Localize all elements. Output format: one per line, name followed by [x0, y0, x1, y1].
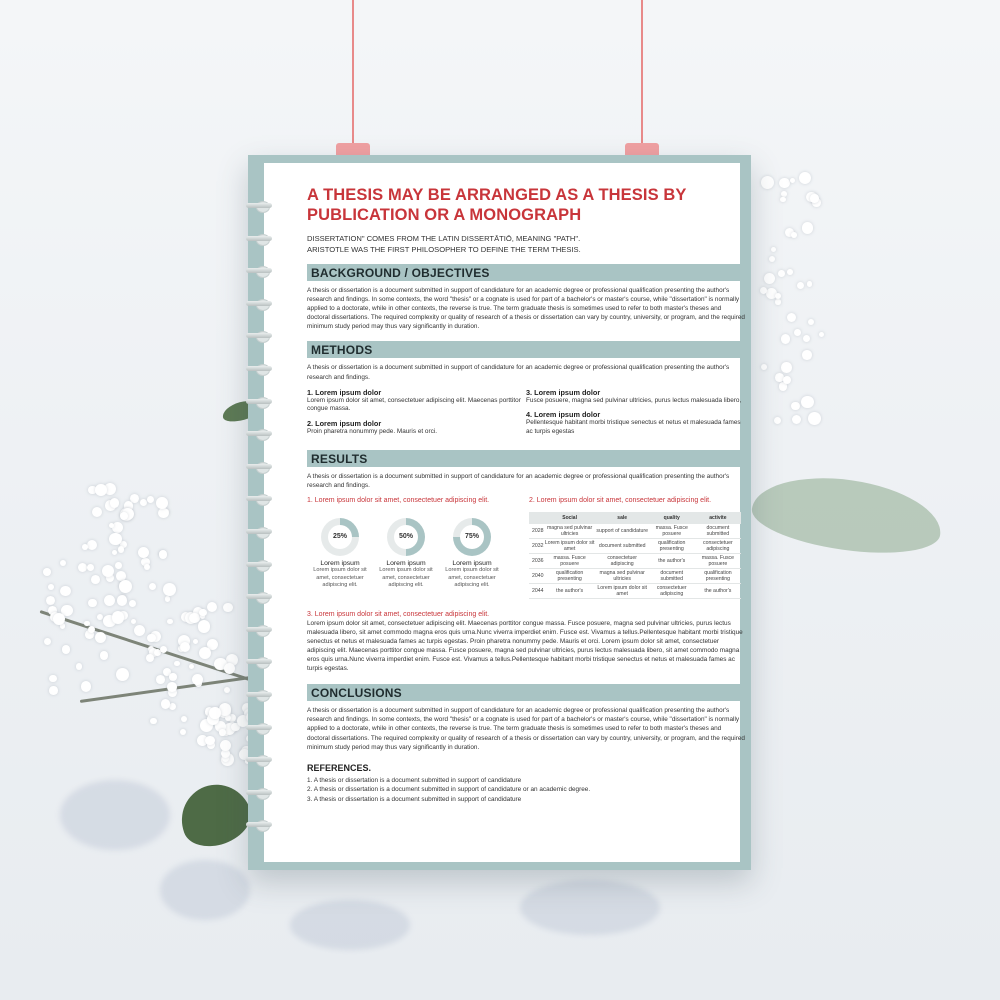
- table-cell: qualification presenting: [695, 569, 741, 584]
- blossom: [780, 197, 786, 203]
- section-heading-conclusions: [307, 684, 745, 701]
- table-cell: document submitted: [649, 569, 695, 584]
- blossom: [224, 687, 230, 693]
- section-title: CONCLUSIONS: [311, 686, 402, 701]
- blossom: [764, 273, 775, 284]
- blossom: [147, 634, 155, 642]
- binding-ring: [246, 263, 286, 280]
- blossom: [118, 546, 125, 553]
- binding-ring: [246, 752, 286, 769]
- blossom: [144, 564, 150, 570]
- blossom: [769, 256, 775, 262]
- section-title: RESULTS: [311, 452, 368, 467]
- blossom: [91, 575, 100, 584]
- results-subheading: 3. Lorem ipsum dolor sit amet, consectetuer adipiscing elit.: [307, 611, 490, 619]
- blossom: [791, 232, 797, 238]
- table-header-cell: quality: [649, 512, 695, 524]
- blossom: [159, 550, 168, 559]
- blossom: [156, 497, 168, 509]
- donut-label: 25%: [328, 525, 352, 549]
- results-subheading: 1. Lorem ipsum dolor sit amet, consectetuer adipiscing elit.: [307, 497, 490, 505]
- blossom: [130, 494, 139, 503]
- blossom: [223, 603, 233, 613]
- blossom: [781, 334, 791, 344]
- blossom: [156, 675, 165, 684]
- blossom: [147, 496, 154, 503]
- donut-chart: [321, 518, 359, 556]
- donut-item: [439, 518, 505, 589]
- reference-item: 1. A thesis or dissertation is a document submitted in support of candidature: [307, 776, 522, 784]
- blossom: [119, 580, 132, 593]
- section-heading-background: [307, 264, 745, 281]
- donut-label: 50%: [394, 525, 418, 549]
- blossom: [76, 663, 83, 670]
- blossom: [60, 586, 70, 596]
- donut-text: Lorem ipsum dolor sit amet, consectetuer adipiscing elit.: [379, 567, 433, 589]
- blossom: [87, 540, 97, 550]
- donut-title: Lorem ipsum: [452, 560, 492, 568]
- table-cell: Lorem ipsum dolor sit amet: [597, 585, 647, 598]
- blossom: [180, 729, 186, 735]
- donut-item: [307, 518, 373, 589]
- blossom: [49, 675, 57, 683]
- blossom: [220, 740, 231, 751]
- blossom: [104, 595, 115, 606]
- methods-column: [526, 388, 745, 442]
- table-cell: consectetuer adipiscing: [695, 539, 741, 554]
- table-cell: the author's: [649, 554, 695, 569]
- leaf-shadow: [520, 880, 660, 935]
- method-text: Pellentesque habitant morbi tristique senectus et netus et malesuada fames ac turpis egestas: [526, 419, 741, 436]
- blossom: [787, 269, 793, 275]
- blossom: [207, 602, 217, 612]
- blossom: [794, 329, 801, 336]
- table-header-cell: activite: [695, 512, 741, 524]
- blossom: [112, 550, 117, 555]
- references-heading: REFERENCES.: [307, 762, 372, 773]
- section-heading-methods: [307, 341, 745, 358]
- blossom: [771, 247, 776, 252]
- blossom: [78, 563, 87, 572]
- blossom: [82, 544, 88, 550]
- blossom: [115, 562, 122, 569]
- donut-charts: [307, 518, 505, 589]
- donut-title: Lorem ipsum: [320, 560, 360, 568]
- blossom: [198, 620, 211, 633]
- binding-ring: [246, 622, 286, 639]
- blossom: [92, 507, 102, 517]
- blossom: [819, 332, 824, 337]
- table-row: [529, 569, 741, 584]
- results-body: [307, 497, 745, 599]
- blossom: [181, 716, 187, 722]
- blossom: [209, 707, 220, 718]
- table-year-cell: 2044: [529, 584, 544, 599]
- table-cell: massa. Fusce posuere: [544, 554, 596, 569]
- table-cell: massa. Fusce posuere: [649, 524, 695, 539]
- blossom: [781, 362, 791, 372]
- binding-ring: [246, 491, 286, 508]
- blossom: [761, 364, 767, 370]
- blossom: [801, 396, 813, 408]
- blossom: [60, 560, 66, 566]
- results-table: [529, 512, 741, 599]
- method-item: [526, 410, 745, 437]
- blossom: [116, 668, 129, 681]
- table-header-cell: [529, 512, 544, 524]
- method-title: 2. Lorem ipsum dolor: [307, 419, 382, 429]
- method-title: 3. Lorem ipsum dolor: [526, 387, 601, 397]
- table-cell: document submitted: [596, 539, 649, 554]
- results-detail-text: Lorem ipsum dolor sit amet, consectetuer adipiscing elit. Maecenas porttitor congue massa. Fusce posuere, magna sed pulvinar ultricies, purus lectus malesuada libero, sit amet commodo magna eros quis urna.Nunc viverra imperdiet enim. Fusce est. Vivamus a tellus.Pellentesque habitant morbi tristique senectus et netus et malesuada fames ac turpis egestas. Proin pharetra nonummy pede. Mauris et orci. Lorem ipsum dolor sit amet, consectetuer adipiscing elit. Maecenas porttitor congue massa. Fusce posuere, magna sed pulvinar ultricies, purus lectus malesuada libero, sit amet commodo magna eros quis urna.Nunc viverra imperdiet enim. Fusce est. Vivamus a tellus.Pellentesque habitant morbi tristique senectus et netus et malesuada fames ac turpis egestas.: [307, 620, 743, 673]
- method-title: 4. Lorem ipsum dolor: [526, 410, 601, 420]
- blossom: [88, 599, 97, 608]
- blossom: [167, 619, 173, 625]
- section-heading-results: [307, 450, 745, 467]
- blossom: [161, 699, 171, 709]
- method-text: Lorem ipsum dolor sit amet, consectetuer adipiscing elit. Maecenas porttitor congue massa.: [307, 396, 521, 413]
- blossom: [165, 596, 170, 601]
- blossom: [158, 508, 168, 518]
- section-title: METHODS: [311, 343, 373, 358]
- table-row: [529, 584, 741, 599]
- table-year-cell: 2032: [529, 539, 544, 554]
- method-item: [307, 388, 526, 415]
- table-cell: qualification presenting: [544, 569, 596, 584]
- results-text: A thesis or dissertation is a document submitted in support of candidature for an academic degree or professional qualification presenting the author's research and findings.: [307, 473, 730, 490]
- blossom: [775, 293, 781, 299]
- binding-ring: [246, 524, 286, 541]
- method-item: [526, 388, 745, 406]
- blossom: [169, 673, 176, 680]
- table-header-cell: Social: [544, 512, 596, 524]
- donut-chart: [387, 518, 425, 556]
- blossom: [81, 681, 92, 692]
- blossom: [117, 595, 128, 606]
- blossom: [808, 412, 821, 425]
- blossom: [109, 533, 122, 546]
- table-cell: qualification presenting: [649, 539, 695, 554]
- methods-list: [307, 388, 745, 442]
- table-cell: document submitted: [695, 524, 741, 539]
- methods-text: A thesis or dissertation is a document submitted in support of candidature for an academic degree or professional qualification presenting the author's research and findings.: [307, 364, 730, 381]
- blossom: [199, 647, 212, 660]
- spiral-binding: [246, 198, 286, 850]
- binding-ring: [246, 687, 286, 704]
- donut-title: Lorem ipsum: [386, 560, 426, 568]
- binding-ring: [246, 720, 286, 737]
- blossom: [131, 619, 136, 624]
- poster-subtitle: [307, 234, 745, 255]
- binding-ring: [246, 328, 286, 345]
- blossom: [778, 270, 785, 277]
- blossom: [100, 651, 108, 659]
- blossom: [138, 547, 149, 558]
- binding-ring: [246, 459, 286, 476]
- hanging-string: [641, 0, 643, 150]
- blossom: [43, 568, 51, 576]
- blossom: [193, 639, 198, 644]
- blossom: [134, 625, 145, 636]
- blossom: [87, 564, 94, 571]
- leaf-shadow: [60, 780, 170, 850]
- subtitle-line: ARISTOTLE WAS THE FIRST PHILOSOPHER TO DEFINE THE TERM THESIS.: [307, 244, 581, 254]
- donut-text: Lorem ipsum dolor sit amet, consectetuer adipiscing elit.: [313, 567, 367, 589]
- blossom: [803, 335, 810, 342]
- hanging-string: [352, 0, 354, 150]
- blossom: [802, 350, 812, 360]
- blossom: [791, 402, 800, 411]
- methods-column: [307, 388, 526, 442]
- reference-item: 3. A thesis or dissertation is a document submitted in support of candidature: [307, 795, 522, 803]
- blossom: [129, 600, 136, 607]
- table-cell: consectetuer adipiscing: [649, 584, 695, 599]
- table-cell: consectetuer adipiscing: [596, 554, 649, 569]
- results-subheading: 2. Lorem ipsum dolor sit amet, consectetuer adipiscing elit.: [528, 497, 712, 505]
- section-title: BACKGROUND / OBJECTIVES: [311, 266, 490, 280]
- method-item: [307, 419, 526, 437]
- table-cell: the author's: [695, 584, 741, 599]
- blossom: [97, 614, 103, 620]
- blossom: [783, 376, 791, 384]
- donut-label: 75%: [460, 525, 484, 549]
- blossom: [797, 282, 804, 289]
- blossom: [53, 613, 65, 625]
- blossom: [62, 645, 70, 653]
- blossom: [774, 417, 781, 424]
- poster-sheet: [264, 163, 745, 862]
- blossom: [44, 638, 51, 645]
- binding-ring: [246, 557, 286, 574]
- leaf-shadow: [160, 860, 250, 920]
- table-year-cell: 2036: [529, 554, 544, 569]
- blossom: [787, 313, 796, 322]
- subtitle-line: DISSERTATION" COMES FROM THE LATIN DISSERTĀTIŌ, MEANING "PATH".: [307, 234, 581, 243]
- table-cell: the author's: [544, 584, 596, 599]
- table-cell: support of candidature: [596, 524, 649, 539]
- blossom: [49, 686, 58, 695]
- method-text: Fusce posuere, magna sed pulvinar ultricies, purus lectus malesuada libero,: [526, 396, 742, 404]
- blossom: [163, 583, 176, 596]
- table-cell: massa. Fusce posuere: [695, 554, 741, 569]
- poster-title: A THESIS MAY BE ARRANGED AS A THESIS BY PUBLICATION OR A MONOGRAPH: [307, 186, 687, 224]
- blossom: [189, 664, 194, 669]
- blossom: [761, 176, 774, 189]
- blossom: [167, 682, 177, 692]
- binding-ring: [246, 231, 286, 248]
- method-text: Proin pharetra nonummy pede. Mauris et orci.: [307, 428, 438, 436]
- table-year-cell: 2040: [529, 569, 544, 584]
- blossom: [48, 584, 54, 590]
- poster-content: [307, 163, 745, 810]
- blossom: [799, 172, 811, 184]
- blossom: [219, 729, 225, 735]
- conclusions-text: A thesis or dissertation is a document submitted in support of candidature for an academic degree or professional qualification presenting the author's research and findings. In some contexts, the word "thesis" or a cognate is used for part of a bachelor's or master's course, while "dissertation" is normally applied to a doctorate, while in other contexts, the reverse is true. The term graduate thesis is sometimes used to refer to both master's theses and doctoral dissertations. The required complexity or quality of research of a thesis or dissertation can vary by country, university, or program, and the required minimum study period may thus vary significantly in duration.: [307, 707, 745, 751]
- table-cell: magna sed pulvinar ultricies: [544, 524, 596, 539]
- binding-ring: [246, 394, 286, 411]
- blossom: [174, 661, 180, 667]
- binding-ring: [246, 589, 286, 606]
- blossom: [810, 194, 818, 202]
- blossom: [205, 736, 214, 745]
- blossom: [790, 178, 796, 184]
- blossom: [808, 319, 814, 325]
- reference-item: 2. A thesis or dissertation is a document submitted in support of candidature or an academic degree.: [307, 786, 591, 794]
- blossom: [792, 415, 801, 424]
- binding-ring: [246, 817, 286, 834]
- donut-chart: [453, 518, 491, 556]
- binding-ring: [246, 361, 286, 378]
- blossom: [807, 281, 812, 286]
- table-row: [529, 539, 741, 554]
- table-row: [529, 554, 741, 569]
- blossom: [775, 299, 780, 304]
- donut-item: [373, 518, 439, 589]
- blossom: [150, 718, 156, 724]
- binding-ring: [246, 426, 286, 443]
- blossom: [224, 663, 235, 674]
- table-cell: magna sed pulvinar ultricies: [596, 569, 649, 584]
- blossom: [95, 484, 107, 496]
- blossom: [802, 222, 813, 233]
- binding-ring: [246, 198, 286, 215]
- blossom: [84, 621, 89, 626]
- table-year-cell: 2028: [529, 524, 544, 539]
- binding-ring: [246, 296, 286, 313]
- binding-ring: [246, 654, 286, 671]
- references-list: [307, 776, 745, 804]
- results-table-panel: [525, 497, 745, 599]
- blossom: [180, 642, 190, 652]
- donut-text: Lorem ipsum dolor sit amet, consectetuer adipiscing elit.: [445, 567, 499, 589]
- method-title: 1. Lorem ipsum dolor: [307, 387, 382, 397]
- blossom: [149, 583, 156, 590]
- blossom: [110, 498, 119, 507]
- leaf: [748, 467, 946, 563]
- blossom: [192, 674, 203, 685]
- leaf-shadow: [290, 900, 410, 950]
- table-header-cell: sale: [596, 512, 649, 524]
- blossom: [199, 609, 206, 616]
- blossom: [160, 646, 167, 653]
- table-cell: Lorem ipsum dolor sit amet: [544, 540, 595, 553]
- blossom: [95, 632, 106, 643]
- table-row: [529, 524, 741, 539]
- blossom: [779, 178, 790, 189]
- binding-ring: [246, 785, 286, 802]
- thesis-poster: [248, 155, 751, 870]
- blossom: [46, 596, 55, 605]
- blossom: [146, 654, 155, 663]
- results-donuts-panel: [307, 497, 525, 599]
- blossom: [112, 611, 124, 623]
- blossom: [88, 626, 95, 633]
- background-text: A thesis or dissertation is a document submitted in support of candidature for an academic degree or professional qualification presenting the author's research and findings. In some contexts, the word "thesis" or a cognate is used for part of a bachelor's or master's course, while "dissertation" is normally applied to a doctorate, while in other contexts, the reverse is true. The term graduate thesis is sometimes used to refer to both master's theses and doctoral dissertations. The required complexity or quality of research of a thesis or dissertation can vary by country, university, or program, and the required minimum study period may thus vary significantly in duration.: [307, 287, 745, 331]
